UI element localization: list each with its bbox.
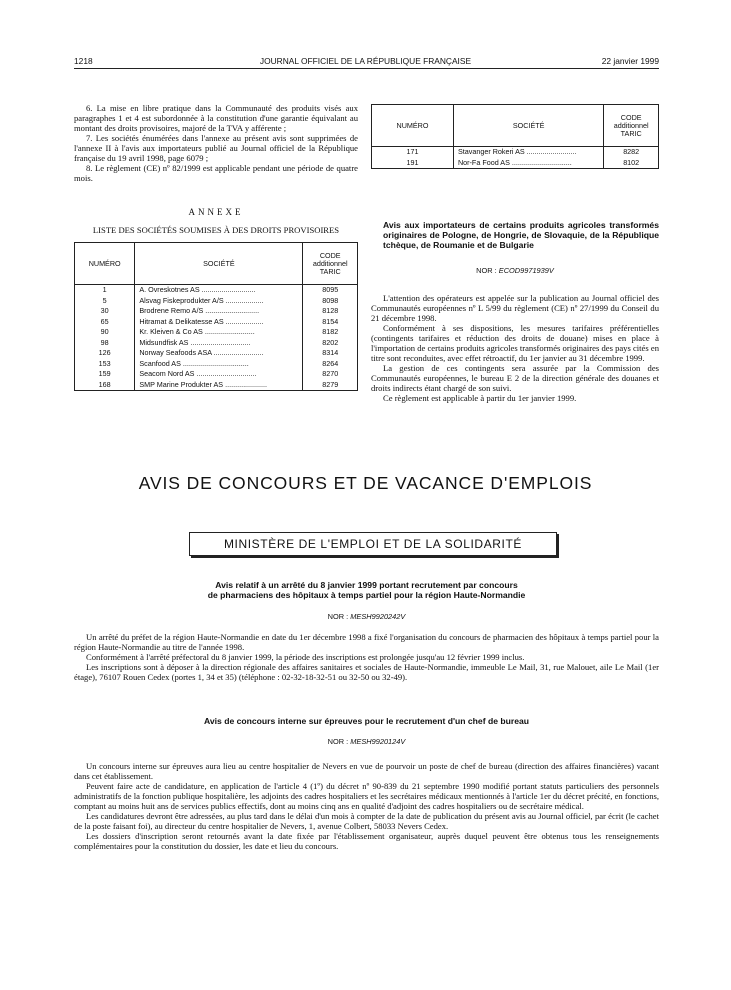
- code-cell-text: 8102: [623, 157, 640, 167]
- nor-code: MESH9920124V: [350, 737, 406, 746]
- notice1-title: [74, 580, 659, 600]
- societe-cell-text: Stavanger Rokeri AS: [457, 147, 525, 156]
- code-cell: [303, 338, 358, 349]
- societe-cell: [453, 147, 603, 158]
- header-code: CODE additionnel TARIC: [303, 243, 358, 285]
- table-row: [372, 158, 659, 169]
- societe-cell: [135, 317, 303, 328]
- paragraph: 7. Les sociétés énumérées dans l'annexe au présent avis sont supprimées de l'annexe II à l'avis aux importateurs publié au Journal officiel de la République française du 19 avril 1998, page 6079 ;: [74, 133, 358, 163]
- table-body: [372, 147, 659, 169]
- numero-cell-text: 171: [406, 147, 419, 156]
- numero-cell-text: 5: [102, 295, 107, 305]
- numero-cell: [75, 338, 135, 349]
- nor-reference: [371, 266, 659, 275]
- numero-cell-text: 98: [100, 337, 109, 347]
- code-cell-text: 8270: [322, 369, 339, 378]
- numero-cell: [75, 348, 135, 359]
- companies-table-left: [74, 242, 358, 391]
- dot-leader: .................................: [180, 358, 249, 368]
- numero-cell-text: 126: [98, 348, 111, 357]
- societe-cell-text: SMP Marine Produkter AS: [139, 379, 224, 389]
- code-cell-text: 8264: [322, 358, 339, 368]
- societe-cell-text: Alsvag Fiskeprodukter A/S: [139, 295, 224, 305]
- table-row: [75, 338, 358, 349]
- dot-leader: ...................: [223, 316, 264, 326]
- dot-leader: ...........................: [203, 306, 260, 315]
- header-numero: NUMÉRO: [372, 105, 454, 147]
- dot-leader: ..............................: [509, 157, 572, 167]
- code-cell: [604, 147, 659, 158]
- paragraph: La gestion de ces contingents sera assurée par la Commission des Communautés européennes, le bureau E 2 de la direction générale des douanes et droits indirects étant chargé de son suivi.: [371, 363, 659, 393]
- paragraph: Les inscriptions sont à déposer à la direction régionale des affaires sanitaires et sociales de Haute-Normandie, immeuble Le Mail, 31, rue Malouet, aile Le Mail (1er étage), 76107 Rouen Cedex (portes 1, 34 et 35) (téléphone : 02-32-18-32-51 ou 32-50 ou 32-49).: [74, 662, 659, 682]
- table-row: [75, 359, 358, 370]
- dot-leader: .........................: [211, 348, 264, 357]
- societe-cell-text: Hitramat & Delikatesse AS: [139, 316, 224, 326]
- code-cell-text: 8202: [322, 337, 339, 347]
- header-societe: SOCIÉTÉ: [453, 105, 603, 147]
- societe-cell: [135, 348, 303, 359]
- journal-title: JOURNAL OFFICIEL DE LA RÉPUBLIQUE FRANÇAISE: [259, 56, 472, 66]
- nor-code: ECOD9971939V: [498, 266, 554, 275]
- paragraph: Un concours interne sur épreuves aura lieu au centre hospitalier de Nevers en vue de pourvoir un poste de chef de bureau (direction des affaires financières) vacant dans cet établissement.: [74, 761, 659, 781]
- code-cell-text: 8182: [322, 327, 339, 336]
- header-date: 22 janvier 1999: [601, 56, 659, 66]
- societe-cell: [135, 285, 303, 296]
- companies-table-right: [371, 104, 659, 169]
- paragraph: Les candidatures devront être adressées, au plus tard dans le délai d'un mois à compter de la date de publication du présent avis au Journal officiel, par écrit (le cachet de la poste faisant foi), au directeur du centre hospitalier de Nevers, 1, avenue Colbert, 58033 Nevers Cedex.: [74, 811, 659, 831]
- societe-cell-text: A. Ovreskotnes AS: [139, 285, 200, 294]
- table-row: [75, 317, 358, 328]
- section-title: AVIS DE CONCOURS ET DE VACANCE D'EMPLOIS: [138, 473, 593, 493]
- ministry-box: MINISTÈRE DE L'EMPLOI ET DE LA SOLIDARITÉ: [189, 532, 557, 556]
- societe-cell-text: Nor-Fa Food AS: [457, 157, 510, 167]
- paragraph: 8. Le règlement (CE) nº 82/1999 est applicable pendant une période de quatre mois.: [74, 163, 358, 183]
- table-row: [75, 306, 358, 317]
- numero-cell-text: 159: [98, 369, 111, 378]
- table-row: [75, 348, 358, 359]
- code-cell: [303, 359, 358, 370]
- notice1-body: [74, 632, 659, 682]
- table-row: [75, 296, 358, 307]
- numero-cell-text: 153: [98, 358, 111, 368]
- table-row: [75, 327, 358, 338]
- code-cell: [303, 285, 358, 296]
- page-number: 1218: [74, 56, 93, 66]
- code-cell-text: 8154: [322, 316, 339, 326]
- table-row: [75, 285, 358, 296]
- nor-label: NOR :: [476, 266, 497, 275]
- notice2-title: Avis de concours interne sur épreuves pour le recrutement d'un chef de bureau: [203, 716, 530, 726]
- societe-cell: [135, 338, 303, 349]
- societe-cell-text: Midsundfisk AS: [139, 337, 189, 347]
- paragraph: Les dossiers d'inscription seront retournés avant la date fixée par l'établissement organisateur, auprès duquel peuvent être obtenus tous les renseignements complémentaires pour la constitution du dossier, les date et lieu du concours.: [74, 831, 659, 851]
- societe-cell: [135, 380, 303, 391]
- table-row: [75, 369, 358, 380]
- numero-cell: [75, 296, 135, 307]
- societe-cell: [453, 158, 603, 169]
- header-rule: [74, 68, 659, 69]
- code-cell: [303, 348, 358, 359]
- paragraph: Un arrêté du préfet de la région Haute-Normandie en date du 1er décembre 1998 a fixé l'organisation du concours de pharmacien des hôpitaux à temps partiel pour la région Haute-Normandie au titre de l'année 1998.: [74, 632, 659, 652]
- societe-cell: [135, 306, 303, 317]
- code-cell-text: 8279: [322, 379, 339, 389]
- dot-leader: ..............................: [194, 369, 257, 378]
- numero-cell: [75, 306, 135, 317]
- code-cell-text: 8098: [322, 295, 339, 305]
- dot-leader: .........................: [202, 327, 255, 336]
- societe-cell: [135, 327, 303, 338]
- numero-cell: [75, 380, 135, 391]
- numero-cell: [372, 147, 454, 158]
- code-cell: [303, 296, 358, 307]
- paragraph: Peuvent faire acte de candidature, en application de l'article 4 (1º) du décret nº 90-839 du 21 septembre 1990 modifié portant statuts particuliers des personnels administratifs de la fonction publique hospitalière, les adjoints des cadres hospitaliers et les secrétaires médicaux mentionnés à l'article 1er du décret précité, en fonctions, comptant au moins huit ans de services publics effectifs, dont au moins cinq ans en qualité d'adjoint des cadres hospitaliers ou de secrétaire médical.: [74, 781, 659, 811]
- numero-cell: [75, 327, 135, 338]
- paragraph: Ce règlement est applicable à partir du 1er janvier 1999.: [383, 393, 577, 403]
- societe-cell: [135, 369, 303, 380]
- numero-cell: [372, 158, 454, 169]
- header-societe: SOCIÉTÉ: [135, 243, 303, 285]
- numero-cell-text: 65: [100, 316, 109, 326]
- numero-cell-text: 90: [100, 327, 109, 336]
- table-row: [75, 380, 358, 391]
- notice2-nor: [74, 737, 659, 746]
- code-cell-text: 8095: [322, 285, 339, 294]
- notice2-body: [74, 761, 659, 851]
- nor-label: NOR :: [327, 737, 349, 746]
- code-cell-text: 8282: [623, 147, 640, 156]
- dot-leader: ..............................: [188, 337, 251, 347]
- notice1-nor: [74, 612, 659, 621]
- societe-cell: [135, 359, 303, 370]
- societe-cell-text: Kr. Kleiven & Co AS: [139, 327, 203, 336]
- annex-title: ANNEXE: [188, 207, 244, 217]
- societe-cell-text: Scanfood AS: [139, 358, 181, 368]
- nor-code: MESH9920242V: [350, 612, 406, 621]
- code-cell: [303, 327, 358, 338]
- right-column-text: [371, 293, 659, 403]
- code-cell: [303, 380, 358, 391]
- notice-title: Avis aux importateurs de certains produits agricoles transformés originaires de Pologne, de Hongrie, de Slovaquie, de la République tchèque, de Roumanie et de Bulgarie: [383, 220, 659, 250]
- dot-leader: ...................: [223, 295, 264, 305]
- left-column-text: [74, 103, 358, 183]
- numero-cell: [75, 369, 135, 380]
- numero-cell: [75, 359, 135, 370]
- code-cell: [303, 306, 358, 317]
- numero-cell-text: 168: [98, 379, 111, 389]
- paragraph: L'attention des opérateurs est appelée sur la publication au Journal officiel des Communautés européennes nº L 5/99 du règlement (CE) nº 27/1999 du Conseil du 21 décembre 1998.: [371, 293, 659, 323]
- nor-label: NOR :: [327, 612, 349, 621]
- code-cell: [303, 317, 358, 328]
- header-code: CODE additionnel TARIC: [604, 105, 659, 147]
- numero-cell-text: 30: [100, 306, 109, 315]
- annex-subtitle: LISTE DES SOCIÉTÉS SOUMISES À DES DROITS PROVISOIRES: [92, 225, 340, 235]
- paragraph: Conformément à ses dispositions, les mesures tarifaires préférentielles (contingents tarifaires et réduction des droits de douane) mises en place à l'importation de certains produits agricoles transformés originaires des pays cités en titre sont reconduites, avec effet rétroactif, du 1er janvier au 31 décembre 1999.: [371, 323, 659, 363]
- numero-cell: [75, 285, 135, 296]
- societe-cell-text: Seacom Nord AS: [139, 369, 195, 378]
- numero-cell: [75, 317, 135, 328]
- dot-leader: .....................: [223, 379, 268, 389]
- paragraph: 6. La mise en libre pratique dans la Communauté des produits visés aux paragraphes 1 et 4 est subordonnée à la constitution d'une garantie équivalant au montant des droits provisoires, majoré de la TVA y afférente ;: [74, 103, 358, 133]
- table-row: [372, 147, 659, 158]
- code-cell: [604, 158, 659, 169]
- notice1-title-line1: Avis relatif à un arrêté du 8 janvier 1999 portant recrutement par concours: [215, 580, 518, 590]
- societe-cell-text: Brodrene Remo A/S: [139, 306, 204, 315]
- code-cell-text: 8314: [322, 348, 339, 357]
- code-cell: [303, 369, 358, 380]
- paragraph: Conformément à l'arrêté préfectoral du 8 janvier 1999, la période des inscriptions est prolongée jusqu'au 12 février 1999 inclus.: [86, 652, 525, 662]
- header-numero: NUMÉRO: [75, 243, 135, 285]
- societe-cell-text: Norway Seafoods ASA: [139, 348, 212, 357]
- notice1-title-line2: de pharmaciens des hôpitaux à temps partiel pour la région Haute-Normandie: [207, 590, 526, 600]
- dot-leader: .........................: [524, 147, 577, 156]
- table-body: [75, 285, 358, 391]
- code-cell-text: 8128: [322, 306, 339, 315]
- numero-cell-text: 1: [102, 285, 107, 294]
- numero-cell-text: 191: [406, 157, 419, 167]
- societe-cell: [135, 296, 303, 307]
- dot-leader: ...........................: [199, 285, 256, 294]
